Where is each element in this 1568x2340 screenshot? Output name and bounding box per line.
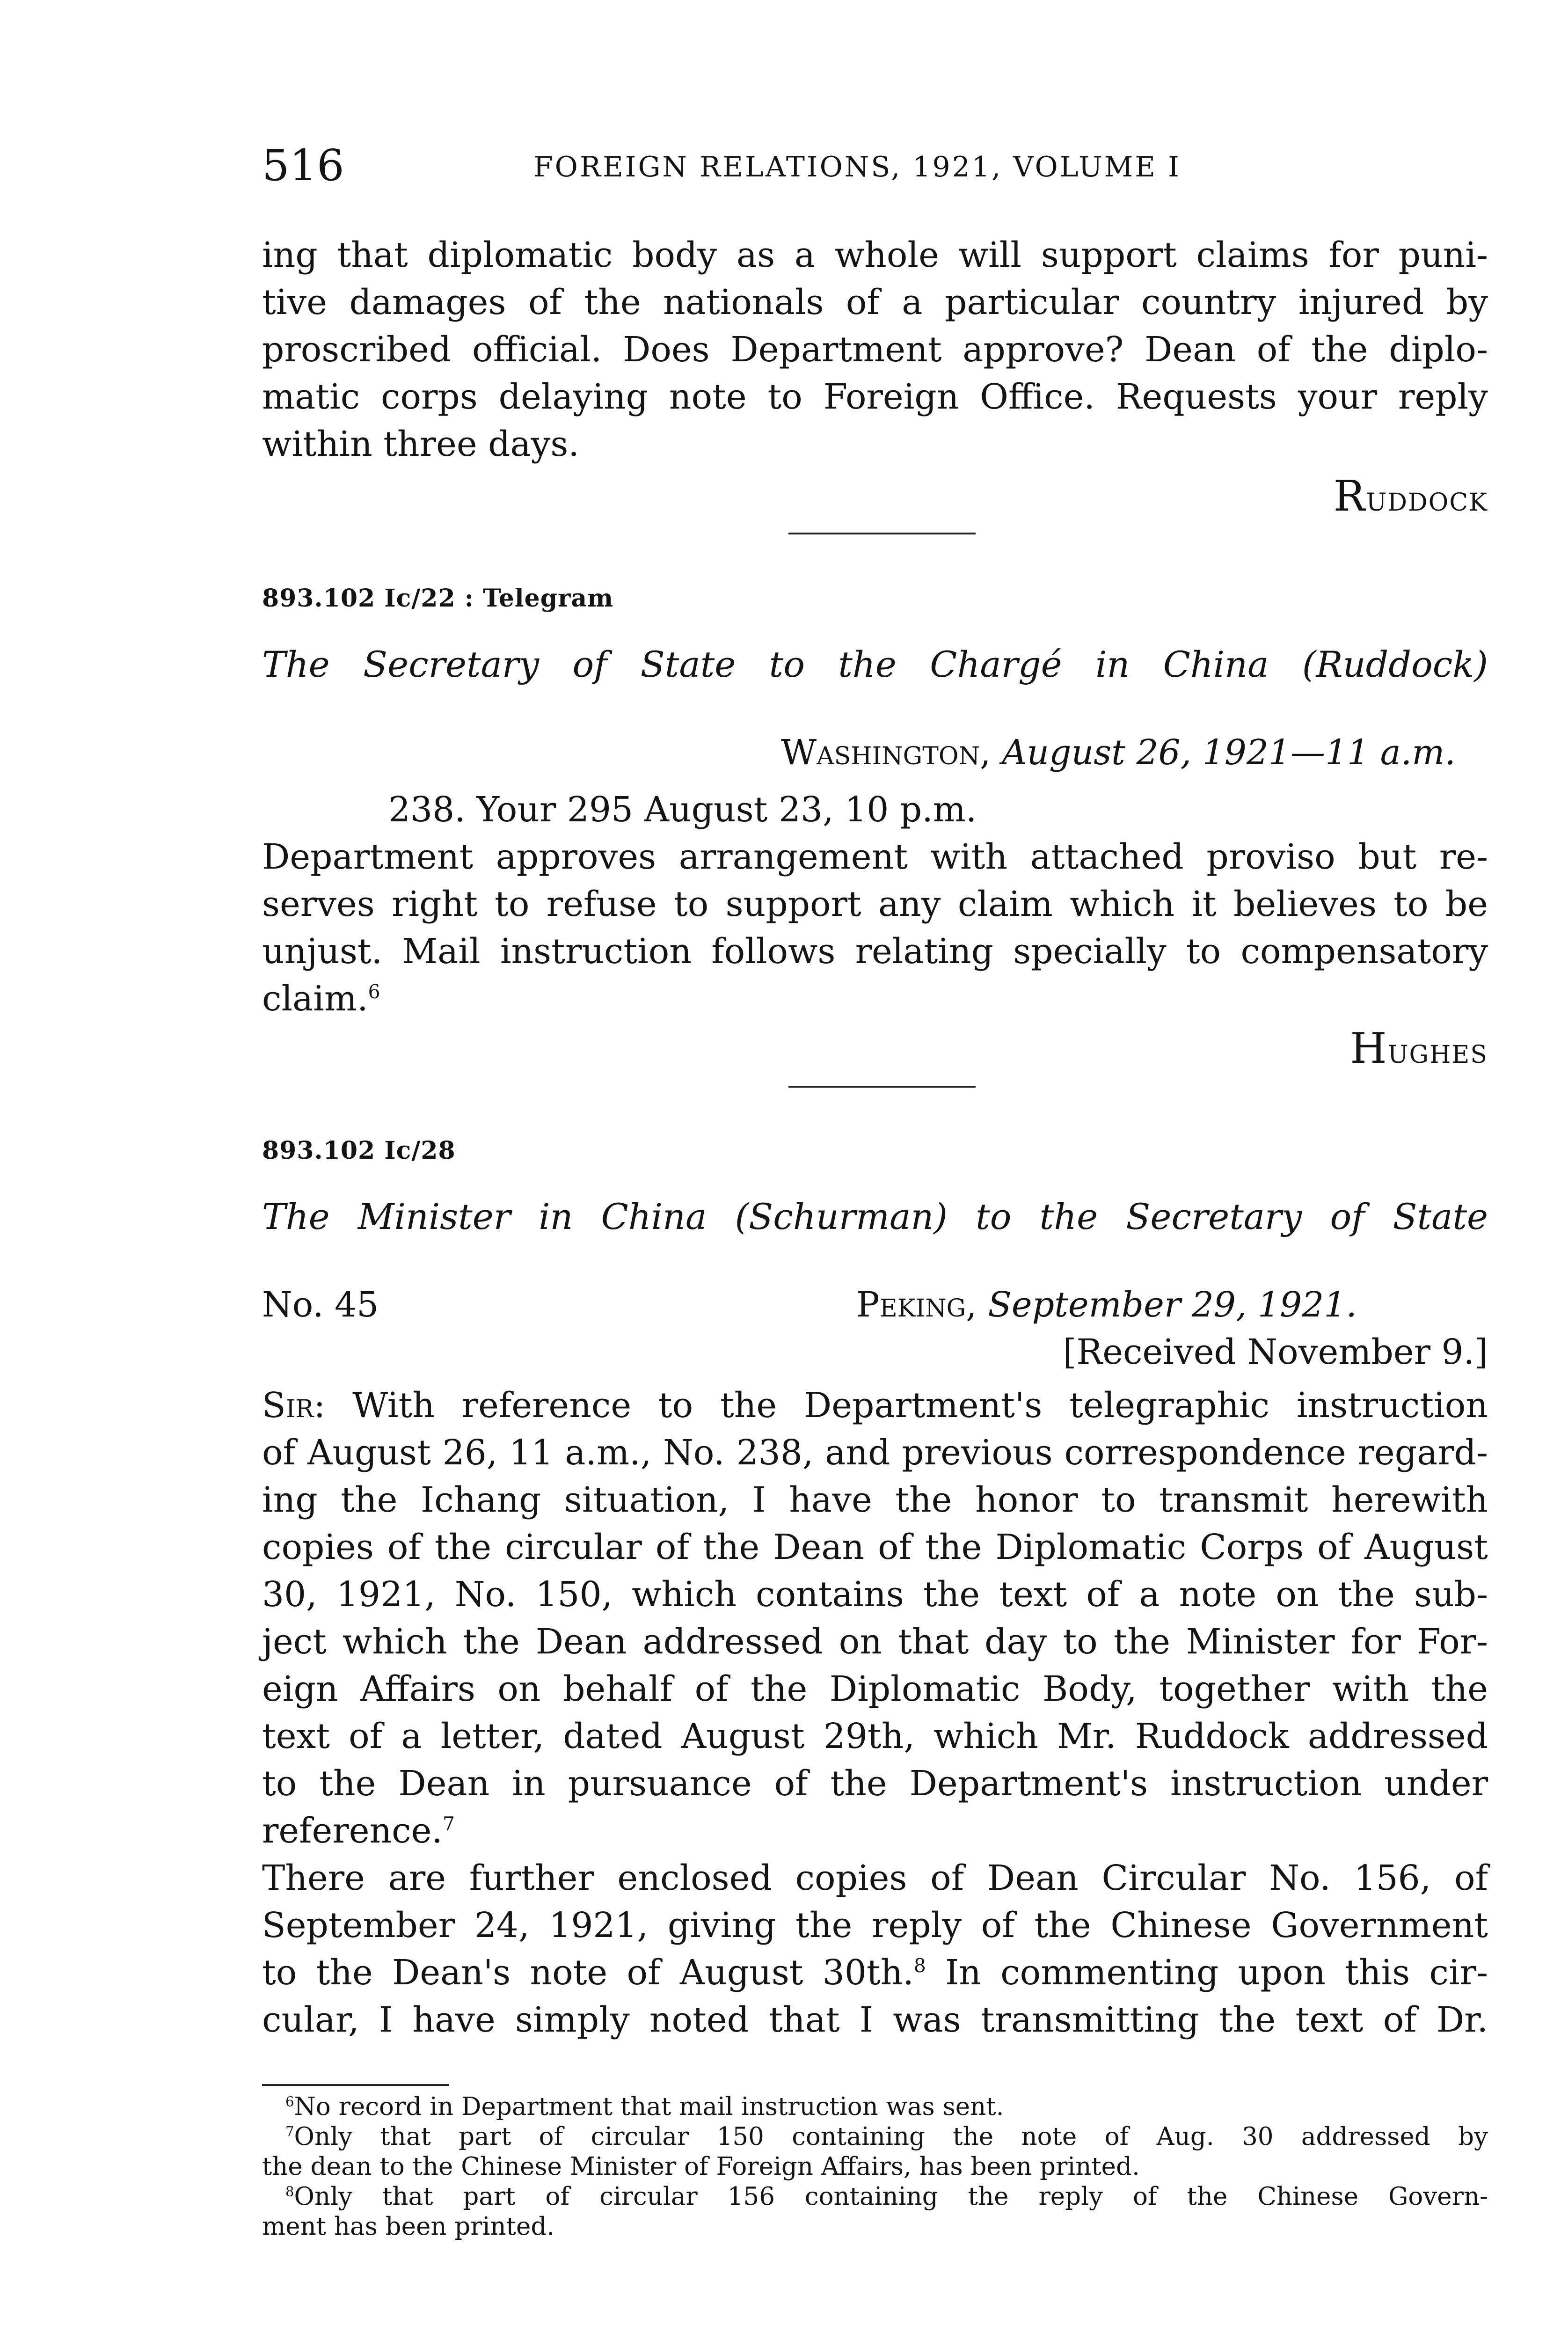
footnote-rule — [262, 2084, 449, 2086]
dateline-date: September 29, 1921. — [988, 1285, 1357, 1325]
text-line: copies of the circular of the Dean of the Diplomatic Corps of August — [262, 1527, 1488, 1567]
footnote-8 — [262, 2182, 1488, 2212]
footnote-text: Only that part of circular 156 containing the reply of the Chinese Govern- — [294, 2182, 1488, 2211]
footnote-ref: 6 — [368, 980, 380, 1003]
file-number: 893.102 Ic/28 — [262, 1136, 456, 1165]
signature-ruddock: Ruddock — [1333, 472, 1488, 521]
file-number: 893.102 Ic/22 : Telegram — [262, 584, 614, 613]
footnote-mark: 7 — [285, 2123, 294, 2140]
text-line: cular, I have simply noted that I was transmitting the text of Dr. — [262, 2000, 1488, 2040]
text-line: ing that diplomatic body as a whole will support claims for puni- — [262, 235, 1488, 275]
continuation-text — [262, 232, 1488, 521]
text-fragment: reference. — [262, 1811, 443, 1851]
salutation: Sir: — [262, 1385, 326, 1426]
despatch-body — [262, 1382, 1488, 2044]
footnote-text: Only that part of circular 150 containing the note of Aug. 30 addressed by — [294, 2122, 1488, 2151]
footnote-ref: 8 — [913, 1954, 926, 1977]
text-line: There are further enclosed copies of Dean Circular No. 156, of — [262, 1858, 1488, 1898]
running-head — [262, 140, 1488, 197]
despatch-number: No. 45 — [262, 1285, 379, 1325]
text-line: text of a letter, dated August 29th, which Mr. Ruddock addressed — [262, 1716, 1488, 1756]
text-fragment: claim. — [262, 979, 368, 1019]
received-date: [Received November 9.] — [1063, 1332, 1488, 1372]
text-line: unjust. Mail instruction follows relating specially to compensatory — [262, 931, 1488, 972]
text-line: matic corps delaying note to Foreign Office. Requests your reply — [262, 377, 1488, 417]
text-line: Department approves arrangement with attached proviso but re- — [262, 837, 1488, 877]
text-line: within three days. — [262, 424, 579, 464]
section-divider — [788, 533, 976, 534]
text-line — [262, 1382, 1488, 1429]
footnote-ref: 7 — [442, 1813, 455, 1835]
footnote-7 — [262, 2122, 1488, 2152]
text-line: 30, 1921, No. 150, which contains the text of a note on the sub- — [262, 1574, 1488, 1615]
signature-hughes: Hughes — [1350, 1024, 1488, 1073]
text-line: eign Affairs on behalf of the Diplomatic Body, together with the — [262, 1669, 1488, 1709]
text-line: September 24, 1921, giving the reply of the Chinese Government — [262, 1905, 1488, 1945]
text-line: serves right to refuse to support any claim which it believes to be — [262, 884, 1488, 924]
dateline — [856, 1285, 1357, 1325]
footnote-mark: 6 — [285, 2093, 294, 2110]
document-heading: The Minister in China (Schurman) to the Secretary of State — [262, 1196, 1488, 1237]
document-heading: The Secretary of State to the Chargé in China (Ruddock) — [262, 644, 1488, 685]
dateline-place: Washington, — [781, 732, 991, 773]
text-line — [262, 1807, 1488, 1855]
text-line: of August 26, 11 a.m., No. 238, and previous correspondence regard- — [262, 1433, 1488, 1473]
text-line: tive damages of the nationals of a particular country injured by — [262, 282, 1488, 322]
dateline-place: Peking, — [856, 1285, 977, 1325]
text-line: proscribed official. Does Department approve? Dean of the diplo- — [262, 329, 1488, 370]
footnote-8-cont: ment has been printed. — [262, 2212, 555, 2241]
text-line: 238. Your 295 August 23, 10 p.m. — [388, 790, 977, 830]
text-fragment: to the Dean's note of August 30th. — [262, 1952, 914, 1993]
section-divider — [788, 1086, 976, 1088]
footnote-mark: 8 — [285, 2183, 294, 2200]
footnote-6 — [262, 2092, 1488, 2122]
page-number: 516 — [262, 140, 344, 190]
telegram-body — [262, 786, 1488, 1073]
text-line — [262, 1949, 1488, 1996]
dateline-date: August 26, 1921—11 a.m. — [1002, 732, 1456, 773]
text-fragment: With reference to the Department's telegraphic instruction — [352, 1385, 1488, 1426]
text-line — [262, 975, 1488, 1023]
text-fragment: In commenting upon this cir- — [945, 1952, 1488, 1993]
text-line: ject which the Dean addressed on that day to the Minister for For- — [262, 1622, 1488, 1662]
footnote-text: No record in Department that mail instruction was sent. — [294, 2092, 1004, 2121]
footnote-7-cont: the dean to the Chinese Minister of Foreign Affairs, has been printed. — [262, 2152, 1140, 2181]
footnotes — [262, 2092, 1488, 2242]
text-line: to the Dean in pursuance of the Department's instruction under — [262, 1763, 1488, 1804]
dateline — [781, 732, 1456, 773]
text-line: ing the Ichang situation, I have the honor to transmit herewith — [262, 1480, 1488, 1520]
running-title: FOREIGN RELATIONS, 1921, VOLUME I — [533, 151, 1181, 183]
